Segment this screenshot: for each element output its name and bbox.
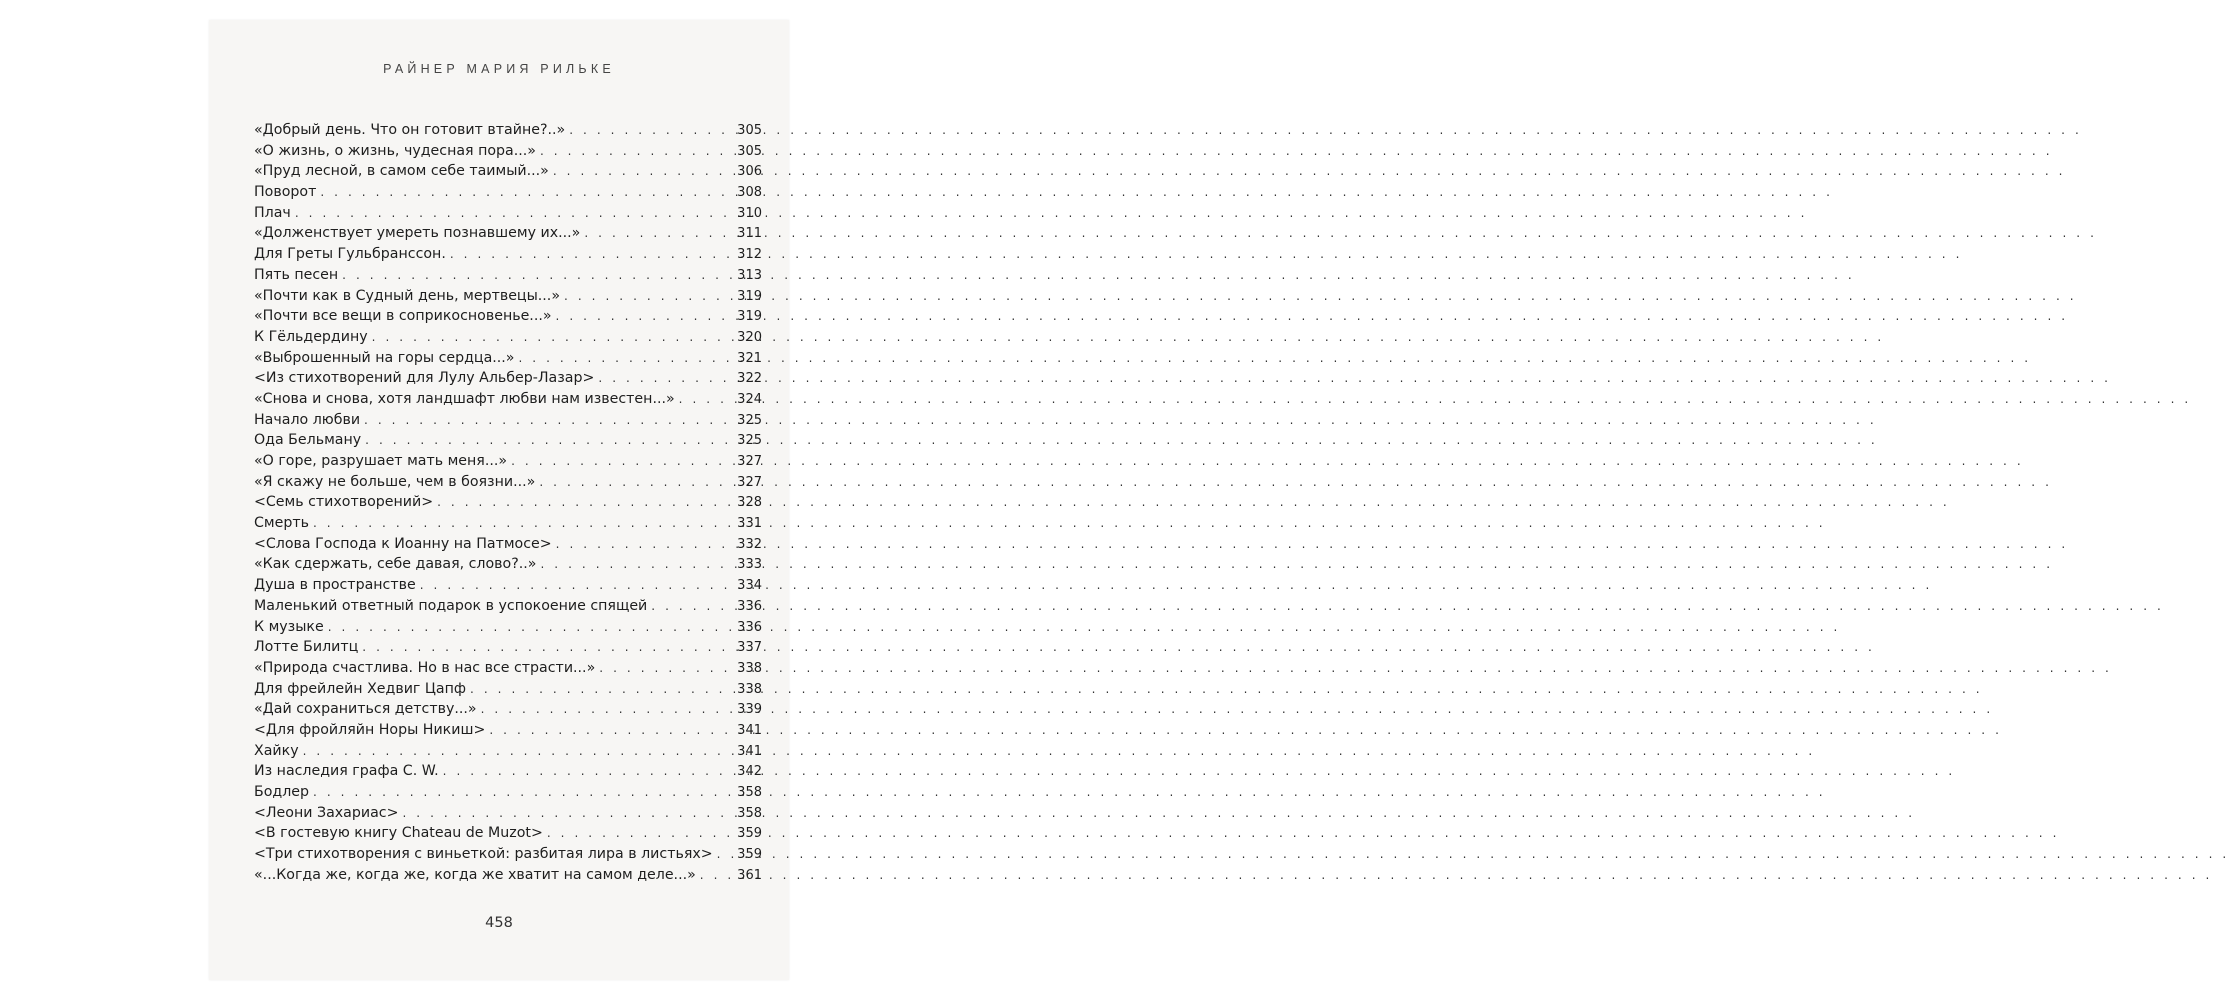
toc-entry-title: <Слова Господа к Иоанну на Патмосе> — [254, 535, 552, 552]
toc-entry-page: 322 — [737, 371, 762, 387]
toc-entry-page: 310 — [737, 205, 762, 221]
toc-entry-title: Душа в пространстве — [254, 577, 416, 594]
toc-entry-title: <Для фройляйн Норы Никиш> — [254, 721, 486, 738]
toc-entry-page: 305 — [737, 123, 762, 138]
toc-entry-page: 325 — [737, 433, 762, 449]
toc-leader-dots — [303, 741, 732, 762]
toc-leader-dots — [547, 823, 732, 844]
toc-entry — [254, 161, 762, 182]
toc-entry-title: «Как сдержать, себе давая, слово?..» — [254, 556, 537, 573]
toc-entry-title: «Почти как в Судный день, мертвецы...» — [254, 287, 560, 304]
toc-entry — [254, 141, 762, 162]
toc-entry-page: 333 — [737, 557, 762, 573]
toc-leader-dots — [553, 161, 732, 182]
toc-entry-page: 336 — [737, 598, 762, 614]
toc-entry-page: 336 — [737, 619, 762, 635]
toc-entry-page: 358 — [737, 805, 762, 821]
toc-entry-page: 312 — [737, 247, 762, 263]
toc-entry — [254, 617, 762, 638]
toc-entry — [254, 575, 762, 596]
toc-leader-dots — [556, 306, 732, 327]
toc-leader-dots — [362, 637, 732, 658]
toc-entry — [254, 223, 762, 244]
toc-leader-dots — [540, 141, 732, 162]
toc-entry — [254, 203, 762, 224]
toc-entry-page: 332 — [737, 536, 762, 552]
toc-entry — [254, 741, 762, 762]
toc-leader-dots — [679, 389, 732, 410]
toc-entry — [254, 348, 762, 369]
toc-entry-page: 319 — [737, 309, 762, 325]
toc-entry — [254, 244, 762, 265]
toc-entry-title: Маленький ответный подарок в успокоение спящей — [254, 597, 648, 614]
toc-entry-title: «Дай сохраниться детству...» — [254, 701, 477, 718]
toc-leader-dots — [328, 617, 732, 638]
toc-entry-title: Ода Бельману — [254, 432, 362, 449]
toc-leader-dots — [651, 596, 732, 617]
toc-entry-page: 311 — [737, 226, 762, 242]
toc-entry-title: «Почти все вещи в соприкосновенье...» — [254, 308, 552, 325]
toc-entry — [254, 782, 762, 803]
toc-entry-page: 341 — [737, 722, 762, 738]
toc-entry-title: Плач — [254, 204, 291, 221]
toc-leader-dots — [295, 203, 732, 224]
toc-leader-dots — [599, 658, 732, 679]
toc-entry — [254, 265, 762, 286]
toc-entry — [254, 761, 762, 782]
toc-entry-page: 327 — [737, 454, 762, 469]
toc-leader-dots — [556, 534, 732, 555]
toc-entry-page: 313 — [737, 267, 762, 283]
toc-entry — [254, 803, 762, 824]
toc-entry-title: «Добрый день. Что он готовит втайне?..» — [254, 122, 566, 138]
toc-entry-title: Лотте Билитц — [254, 639, 359, 656]
toc-leader-dots — [511, 451, 732, 472]
toc-entry — [254, 513, 762, 534]
toc-entry-page: 342 — [737, 764, 762, 780]
toc-entry — [254, 554, 762, 575]
toc-leader-dots — [342, 265, 732, 286]
toc-entry — [254, 120, 762, 141]
toc-leader-dots — [450, 244, 732, 265]
toc-leader-dots — [569, 120, 732, 141]
toc-entry-page: 337 — [737, 640, 762, 656]
toc-entry-title: «О горе, разрушает мать меня...» — [254, 453, 508, 469]
toc-entry-title: Для фрейлейн Хедвиг Цапф — [254, 680, 467, 697]
toc-entry-page: 339 — [737, 702, 762, 718]
toc-entry — [254, 658, 762, 679]
toc-entry — [254, 182, 762, 203]
toc-leader-dots — [540, 554, 732, 575]
toc-entry-page: 306 — [737, 164, 762, 180]
toc-leader-dots — [481, 699, 732, 720]
table-of-contents — [254, 120, 762, 885]
toc-entry-page: 327 — [737, 474, 762, 490]
toc-entry-title: Бодлер — [254, 784, 310, 800]
toc-entry — [254, 368, 762, 389]
toc-entry-title: К Гёльдердину — [254, 328, 368, 345]
toc-leader-dots — [420, 575, 732, 596]
toc-entry-title: Хайку — [254, 742, 299, 759]
toc-entry — [254, 430, 762, 451]
toc-entry — [254, 844, 762, 865]
toc-entry-title: «Природа счастлива. Но в нас все страсти...» — [254, 659, 596, 676]
toc-leader-dots — [700, 865, 732, 886]
toc-entry-page: 328 — [737, 495, 762, 511]
toc-leader-dots — [313, 513, 732, 534]
toc-entry-title: «Снова и снова, хотя ландшафт любви нам известен...» — [254, 390, 675, 407]
toc-entry-title: <Три стихотворения с виньеткой: разбитая лира в листьях> — [254, 846, 713, 863]
running-head: РАЙНЕР МАРИЯ РИЛЬКЕ — [383, 62, 615, 76]
toc-entry-title: «Пруд лесной, в самом себе таимый...» — [254, 163, 549, 180]
toc-entry-title: «...Когда же, когда же, когда же хватит на самом деле...» — [254, 866, 696, 883]
toc-entry — [254, 596, 762, 617]
toc-entry — [254, 327, 762, 348]
toc-leader-dots — [365, 430, 732, 451]
toc-entry-title: <Из стихотворений для Лулу Альбер-Лазар> — [254, 370, 595, 387]
toc-entry-page: 334 — [737, 578, 762, 594]
toc-entry-title: <Леони Захариас> — [254, 804, 399, 821]
toc-entry-title: К музыке — [254, 618, 324, 635]
toc-entry — [254, 306, 762, 327]
toc-entry-page: 325 — [737, 412, 762, 428]
toc-entry-page: 321 — [737, 350, 762, 366]
toc-entry-page: 308 — [737, 185, 762, 201]
toc-leader-dots — [364, 410, 732, 431]
toc-leader-dots — [437, 492, 732, 513]
toc-entry-title: <В гостевую книгу Chateau de Muzot> — [254, 825, 543, 842]
toc-entry-page: 361 — [737, 867, 762, 883]
toc-entry-page: 359 — [737, 847, 762, 863]
toc-leader-dots — [313, 782, 732, 803]
toc-entry-title: Из наследия графа C. W. — [254, 763, 439, 780]
toc-entry-page: 331 — [737, 516, 762, 532]
toc-entry-page: 320 — [737, 329, 762, 345]
toc-entry — [254, 865, 762, 886]
toc-entry — [254, 492, 762, 513]
toc-leader-dots — [443, 761, 732, 782]
toc-leader-dots — [518, 348, 732, 369]
toc-entry-title: Начало любви — [254, 411, 361, 428]
toc-entry-title: Пять песен — [254, 266, 339, 283]
toc-leader-dots — [717, 844, 732, 865]
toc-entry-title: «О жизнь, о жизнь, чудесная пора...» — [254, 142, 536, 159]
toc-leader-dots — [372, 327, 732, 348]
toc-entry-page: 338 — [737, 681, 762, 697]
toc-entry-title: «Выброшенный на горы сердца...» — [254, 349, 515, 366]
toc-entry — [254, 451, 762, 472]
toc-entry — [254, 389, 762, 410]
toc-entry-page: 324 — [737, 391, 762, 407]
toc-entry-title: Поворот — [254, 184, 317, 201]
toc-entry-title: «Долженствует умереть познавшему их...» — [254, 225, 581, 242]
toc-entry-page: 305 — [737, 143, 762, 159]
toc-entry — [254, 534, 762, 555]
toc-entry — [254, 823, 762, 844]
toc-leader-dots — [402, 803, 732, 824]
toc-entry — [254, 472, 762, 493]
toc-leader-dots — [470, 679, 732, 700]
toc-leader-dots — [539, 472, 732, 493]
toc-leader-dots — [564, 286, 732, 307]
toc-leader-dots — [584, 223, 732, 244]
toc-leader-dots — [598, 368, 732, 389]
book-page — [209, 20, 789, 980]
toc-leader-dots — [489, 720, 732, 741]
toc-entry-page: 319 — [737, 288, 762, 304]
toc-entry — [254, 720, 762, 741]
toc-entry — [254, 679, 762, 700]
toc-entry-title: «Я скажу не больше, чем в боязни...» — [254, 473, 536, 490]
toc-entry-title: Для Греты Гульбранссон. — [254, 246, 446, 263]
toc-entry-page: 341 — [737, 743, 762, 759]
toc-entry — [254, 637, 762, 658]
toc-entry-page: 338 — [737, 660, 762, 676]
toc-entry-page: 358 — [737, 785, 762, 800]
toc-entry — [254, 410, 762, 431]
page-number: 458 — [485, 915, 513, 931]
toc-entry-title: <Семь стихотворений> — [254, 494, 434, 511]
toc-entry-title: Смерть — [254, 515, 309, 532]
toc-entry — [254, 699, 762, 720]
toc-entry — [254, 286, 762, 307]
toc-leader-dots — [320, 182, 732, 203]
toc-entry-page: 359 — [737, 826, 762, 842]
